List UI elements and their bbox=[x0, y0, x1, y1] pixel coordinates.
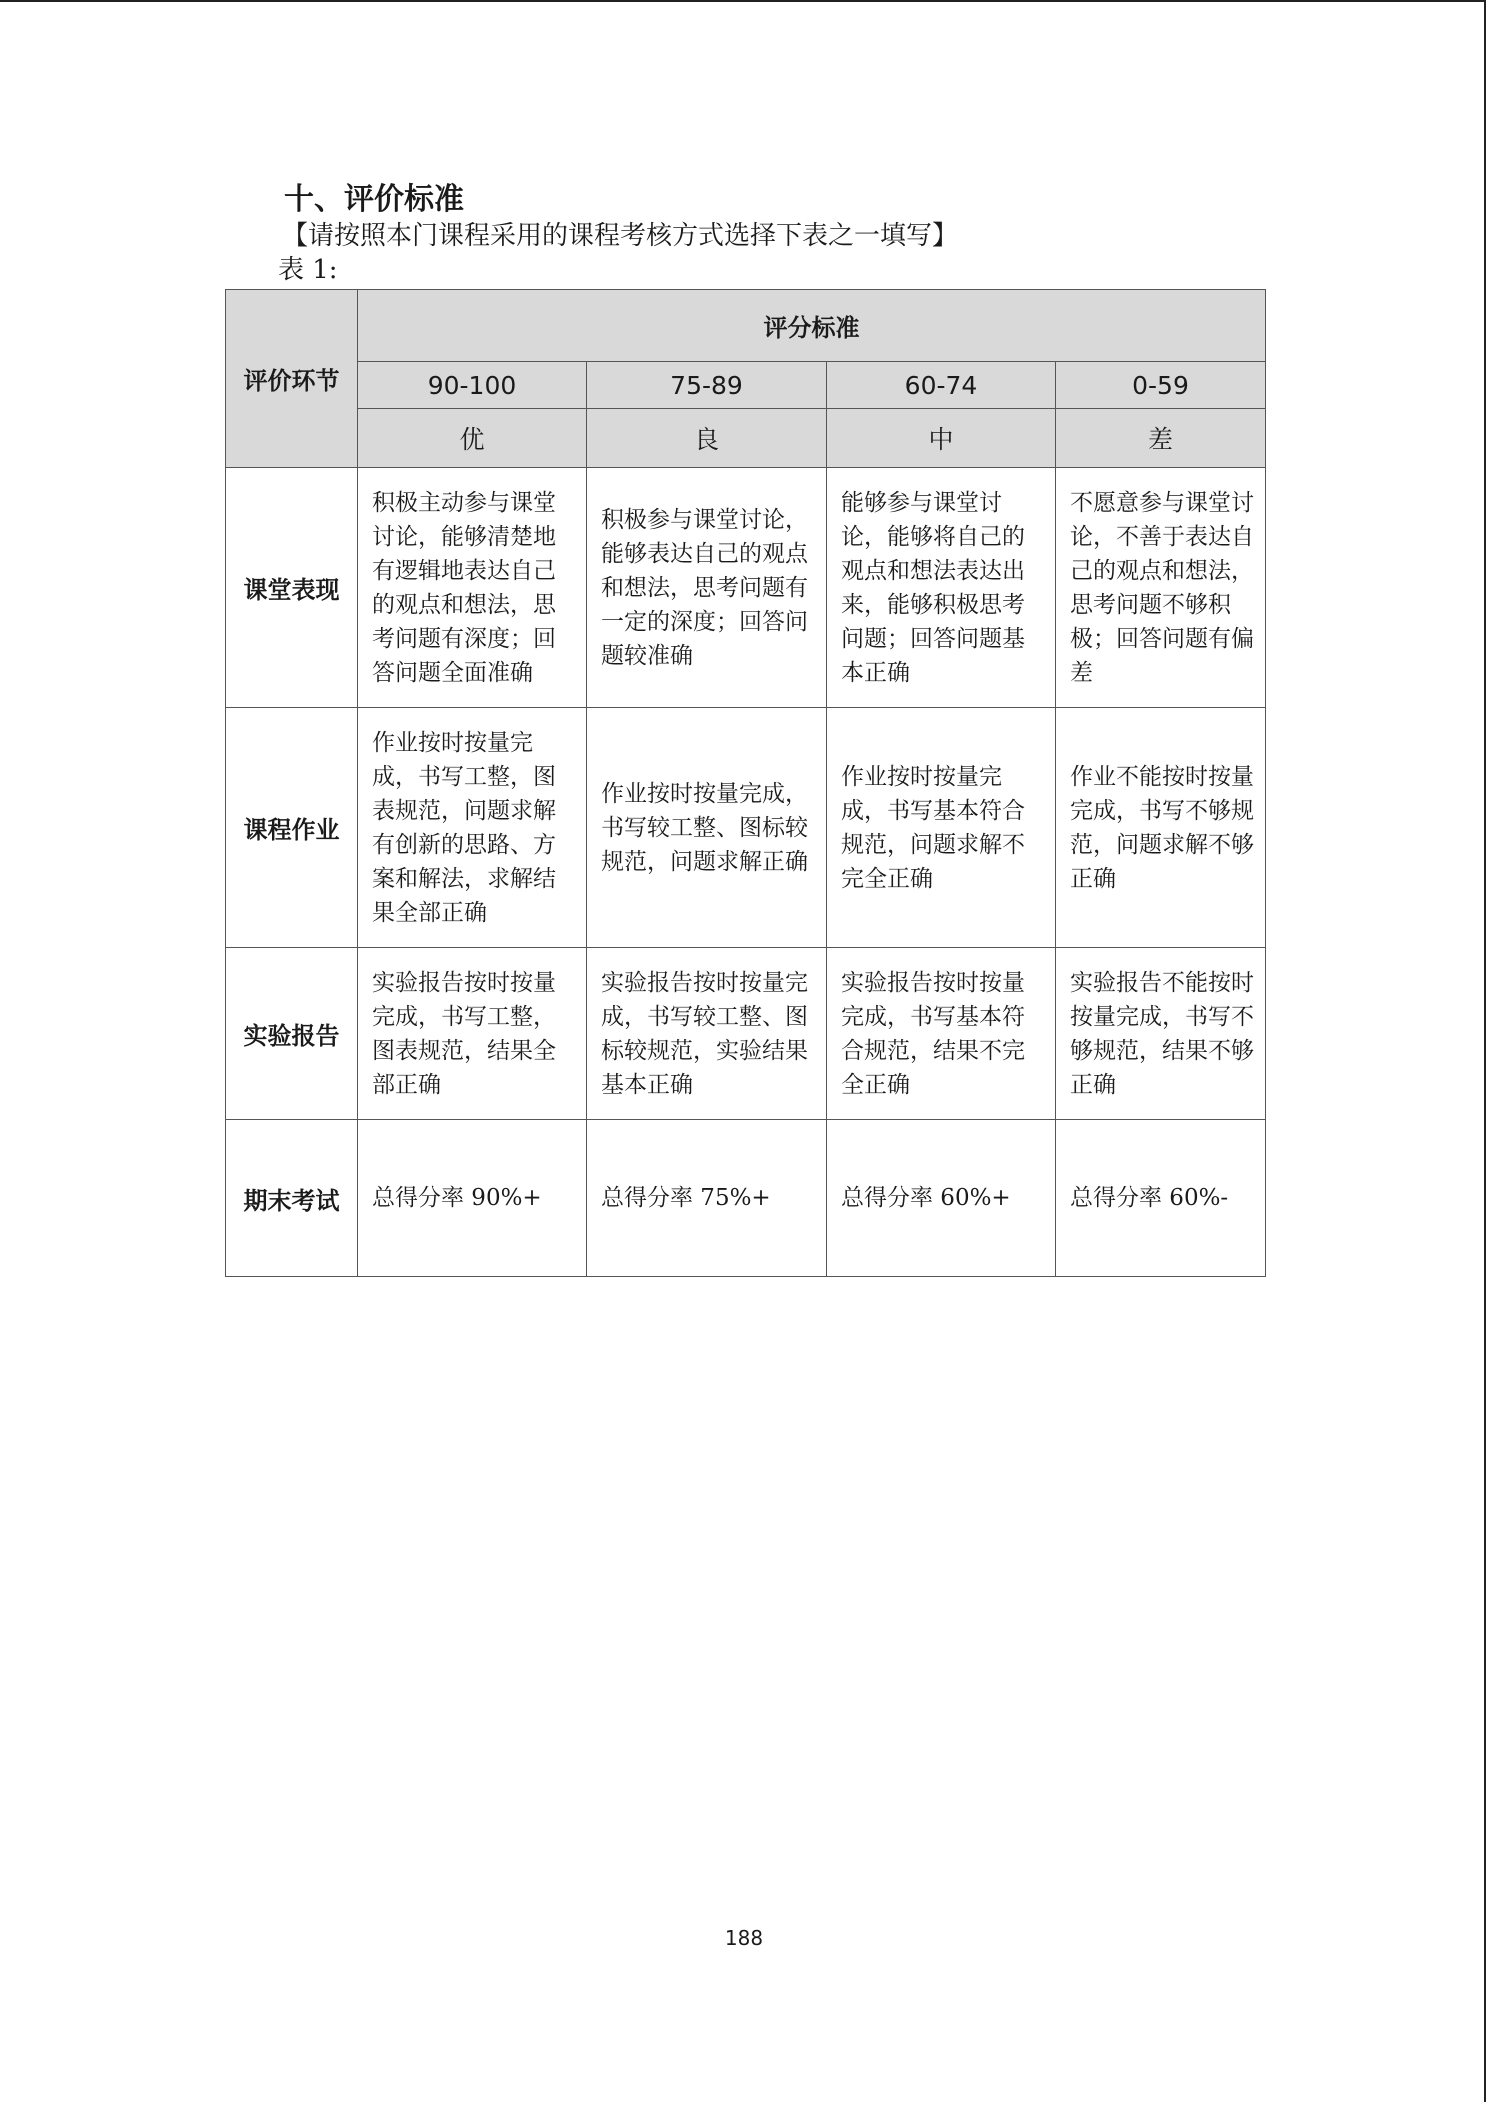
criteria-cell: 能够参与课堂讨论，能够将自己的观点和想法表达出来，能够积极思考问题；回答问题基本正确 bbox=[827, 468, 1056, 708]
criteria-cell: 总得分率 60%- bbox=[1056, 1120, 1266, 1277]
row-label: 实验报告 bbox=[226, 948, 358, 1120]
criteria-cell: 作业不能按时按量完成，书写不够规范，问题求解不够正确 bbox=[1056, 708, 1266, 948]
score-range-header: 75-89 bbox=[587, 362, 827, 409]
page-number: 188 bbox=[724, 1926, 764, 1950]
criteria-cell: 总得分率 90%+ bbox=[358, 1120, 587, 1277]
group-header-scoring-criteria: 评分标准 bbox=[358, 290, 1266, 362]
table-row bbox=[226, 708, 1266, 948]
criteria-cell: 总得分率 75%+ bbox=[587, 1120, 827, 1277]
table-caption: 表 1: bbox=[278, 255, 338, 285]
grade-header: 中 bbox=[827, 409, 1056, 468]
criteria-cell: 实验报告按时按量完成，书写工整，图表规范，结果全部正确 bbox=[358, 948, 587, 1120]
row-label: 期末考试 bbox=[226, 1120, 358, 1277]
criteria-cell: 积极参与课堂讨论，能够表达自己的观点和想法，思考问题有一定的深度；回答问题较准确 bbox=[587, 468, 827, 708]
row-label: 课程作业 bbox=[226, 708, 358, 948]
corner-header-evaluation-item: 评价环节 bbox=[226, 290, 358, 468]
criteria-cell: 作业按时按量完成，书写较工整、图标较规范，问题求解正确 bbox=[587, 708, 827, 948]
table-row bbox=[226, 1120, 1266, 1277]
section-title: 十、评价标准 bbox=[284, 182, 464, 217]
criteria-cell: 积极主动参与课堂讨论，能够清楚地有逻辑地表达自己的观点和想法，思考问题有深度；回答问题全面准确 bbox=[358, 468, 587, 708]
grade-header: 优 bbox=[358, 409, 587, 468]
criteria-cell: 实验报告不能按时按量完成，书写不够规范，结果不够正确 bbox=[1056, 948, 1266, 1120]
criteria-cell: 实验报告按时按量完成，书写较工整、图标较规范，实验结果基本正确 bbox=[587, 948, 827, 1120]
score-range-header: 0-59 bbox=[1056, 362, 1266, 409]
criteria-cell: 不愿意参与课堂讨论，不善于表达自己的观点和想法，思考问题不够积极；回答问题有偏差 bbox=[1056, 468, 1266, 708]
criteria-cell: 实验报告按时按量完成，书写基本符合规范，结果不完全正确 bbox=[827, 948, 1056, 1120]
score-range-row bbox=[226, 362, 1266, 409]
table-row bbox=[226, 468, 1266, 708]
score-range-header: 90-100 bbox=[358, 362, 587, 409]
instruction-text: 【请按照本门课程采用的课程考核方式选择下表之一填写】 bbox=[282, 221, 959, 251]
grade-header: 良 bbox=[587, 409, 827, 468]
criteria-cell: 作业按时按量完成，书写工整，图表规范，问题求解有创新的思路、方案和解法，求解结果全部正确 bbox=[358, 708, 587, 948]
row-label: 课堂表现 bbox=[226, 468, 358, 708]
criteria-cell: 总得分率 60%+ bbox=[827, 1120, 1056, 1277]
table-row bbox=[226, 948, 1266, 1120]
table-header-row bbox=[226, 290, 1266, 362]
score-range-header: 60-74 bbox=[827, 362, 1056, 409]
grade-row bbox=[226, 409, 1266, 468]
evaluation-criteria-table bbox=[225, 289, 1266, 1277]
criteria-cell: 作业按时按量完成，书写基本符合规范，问题求解不完全正确 bbox=[827, 708, 1056, 948]
grade-header: 差 bbox=[1056, 409, 1266, 468]
